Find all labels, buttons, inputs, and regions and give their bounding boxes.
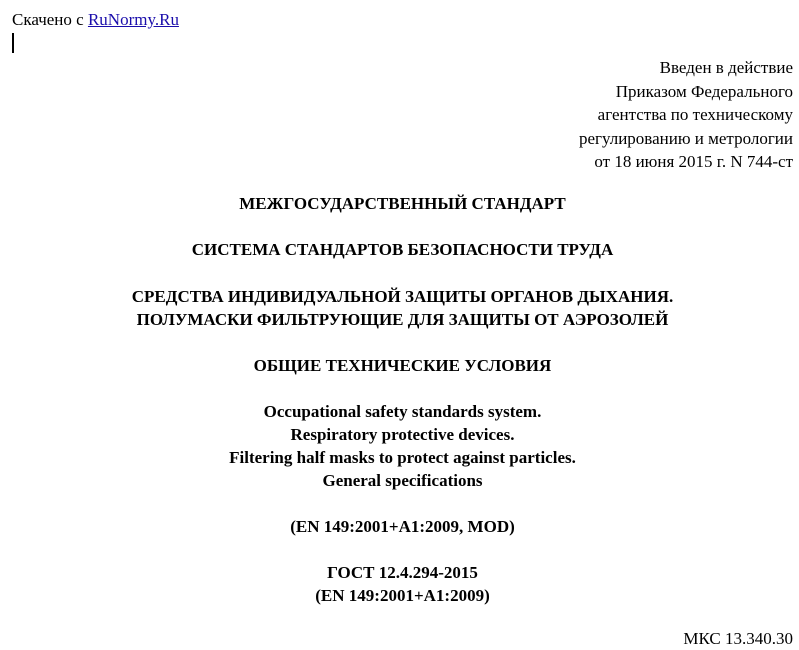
equivalence (0, 515, 799, 538)
subtitle-ru-text: ОБЩИЕ ТЕХНИЧЕСКИЕ УСЛОВИЯ (253, 356, 552, 375)
standard-designation-ref: (EN 149:2001+A1:2009) (315, 586, 490, 605)
title-en-line: Occupational safety standards system. (263, 402, 542, 421)
text-cursor (12, 33, 14, 53)
approval-line: агентства по техническому (597, 105, 793, 124)
standard-type-text: МЕЖГОСУДАРСТВЕННЫЙ СТАНДАРТ (239, 194, 566, 213)
standard-designation: ГОСТ 12.4.294-2015 (327, 563, 478, 582)
approval-line: регулированию и метрологии (578, 128, 793, 148)
approval-line: от 18 июня 2015 г. N 744-ст (594, 152, 793, 171)
title-ru-line: ПОЛУМАСКИ ФИЛЬТРУЮЩИЕ ДЛЯ ЗАЩИТЫ ОТ АЭРОЗОЛЕЙ (136, 310, 669, 329)
system-title-text: СИСТЕМА СТАНДАРТОВ БЕЗОПАСНОСТИ ТРУДА (191, 240, 614, 259)
designation-block (0, 561, 799, 607)
standard-type (0, 192, 799, 215)
approval-line: Введен в действие (659, 58, 793, 77)
classification-code: МКС 13.340.30 (683, 629, 793, 648)
title-en-line: General specifications (322, 471, 483, 490)
source-link[interactable]: RuNormy.Ru (87, 10, 179, 29)
document-subtitle-ru (0, 354, 799, 377)
system-title (0, 238, 799, 261)
source-line (12, 9, 179, 31)
equivalence-text: (EN 149:2001+A1:2009, MOD) (290, 517, 515, 536)
approval-block (579, 56, 793, 174)
source-prefix: Скачено с (12, 10, 84, 29)
document-title-ru (0, 285, 799, 331)
title-en-line: Respiratory protective devices. (290, 425, 515, 444)
document-title-en (0, 400, 799, 492)
title-ru-line: СРЕДСТВА ИНДИВИДУАЛЬНОЙ ЗАЩИТЫ ОРГАНОВ ДЫХАНИЯ. (131, 287, 674, 306)
title-en-line: Filtering half masks to protect against particles. (229, 448, 576, 467)
approval-line: Приказом Федерального (615, 81, 793, 101)
